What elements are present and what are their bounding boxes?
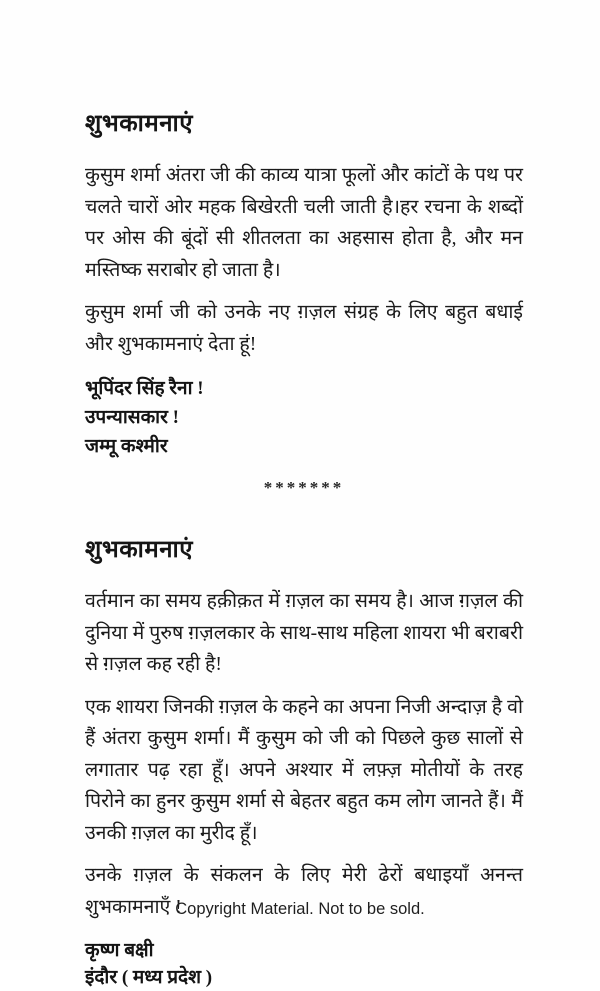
- section-2-paragraph-2: एक शायरा जिनकी ग़ज़ल के कहने का अपना निजी अन्दाज़ है वो हैं अंतरा कुसुम शर्मा। मैं कुसुम को जी को पिछले कुछ सालों से लगातार पढ़ रहा हूँ। अपने अश्यार में लफ़्ज़ मोतीयों के तरह पिरोने का हुनर कुसुम शर्मा से बेहतर बहुत कम लोग जानते हैं। मैं उनकी ग़ज़ल का मुरीद हूँ।: [85, 696, 523, 844]
- signature-author-name: कृष्ण बक्षी: [85, 940, 154, 961]
- blessing-section-2: [85, 532, 523, 991]
- signature-block-2: [85, 937, 523, 991]
- signature-author-name: भूपिंदर सिंह रैना !: [85, 378, 204, 399]
- section-2-paragraph-1: वर्तमान का समय हक़ीक़त में ग़ज़ल का समय है। आज ग़ज़ल की दुनिया में पुरुष ग़ज़लकार के साथ-साथ महिला शायरा भी बराबरी से ग़ज़ल कह रही है!: [85, 591, 523, 675]
- signature-author-title: उपन्यासकार !: [85, 407, 179, 428]
- signature-author-location: जम्मू कश्मीर: [85, 436, 168, 457]
- section-1-paragraph-2: कुसुम शर्मा जी को उनके नए ग़ज़ल संग्रह के लिए बहुत बधाई और शुभकामनाएं देता हूं!: [85, 302, 523, 355]
- section-1-paragraph-1: कुसुम शर्मा अंतरा जी की काव्य यात्रा फूलों और कांटों के पथ पर चलते चारों ओर महक बिखेरती चली जाती है।हर रचना के शब्दों पर ओस की बूंदों सी शीतलता का अहसास होता है, और मन मस्तिष्क सराबोर हो जाता है।: [85, 165, 523, 281]
- signature-block-1: [85, 374, 523, 461]
- section-2-paragraph-3: उनके ग़ज़ल के संकलन के लिए मेरी ढेरों बधाइयाँ अनन्त शुभकामनाएँ !: [85, 865, 523, 918]
- section-separator: *******: [263, 478, 345, 497]
- copyright-notice: Copyright Material. Not to be sold.: [175, 900, 425, 918]
- signature-author-location: इंदौर ( मध्य प्रदेश ): [85, 967, 213, 988]
- section-2-heading: शुभकामनाएं: [85, 537, 193, 563]
- section-1-heading: शुभकामनाएं: [85, 111, 193, 137]
- blessing-section-1: [85, 106, 523, 461]
